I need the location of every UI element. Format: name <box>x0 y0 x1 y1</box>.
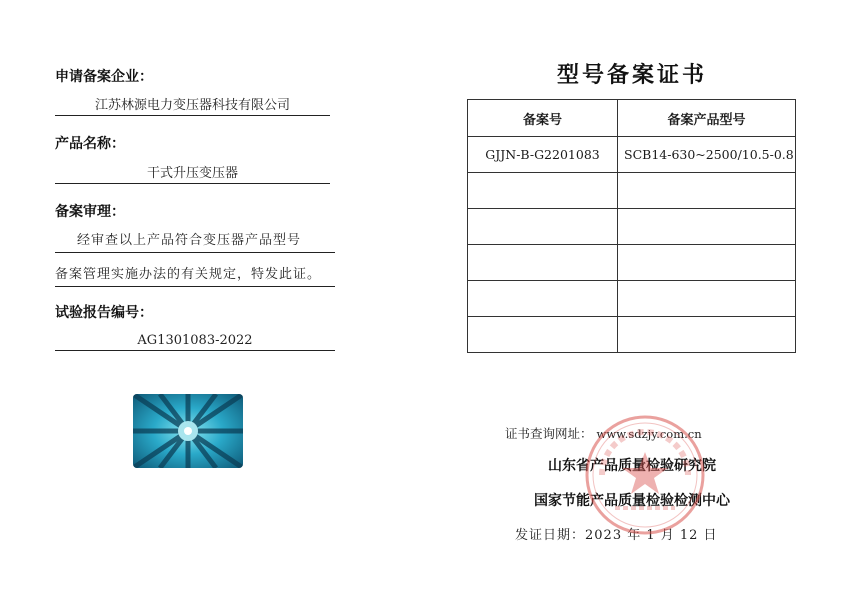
product-model-cell <box>618 209 796 245</box>
table-row <box>468 209 796 245</box>
query-line <box>505 424 702 442</box>
certificate-title: 型号备案证书 <box>556 63 707 88</box>
table-header-row <box>468 100 796 137</box>
product-model-cell <box>618 173 796 209</box>
record-number-cell: GJJN-B-G2201083 <box>468 137 618 173</box>
record-number-cell <box>468 281 618 317</box>
product-model-cell <box>618 281 796 317</box>
record-number-cell <box>468 317 618 353</box>
table-row <box>468 245 796 281</box>
issuer-org-1: 山东省产品质量检验研究院 <box>548 458 716 474</box>
product-name-label: 产品名称： <box>55 136 125 152</box>
table-row <box>468 173 796 209</box>
issue-date: 发证日期：2023 年 1 月 12 日 <box>515 528 718 543</box>
review-label: 备案审理： <box>55 204 125 220</box>
query-label: 证书查询网址： <box>505 426 593 441</box>
review-text-line-2: 备案管理实施办法的有关规定，特发此证。 <box>55 264 335 287</box>
record-number-cell <box>468 245 618 281</box>
record-number-cell <box>468 173 618 209</box>
hologram-security-sticker <box>133 394 243 468</box>
issuer-org-2: 国家节能产品质量检验检测中心 <box>534 493 730 509</box>
table-row <box>468 317 796 353</box>
applicant-label: 申请备案企业： <box>55 69 153 85</box>
product-model-cell <box>618 245 796 281</box>
table-row <box>468 281 796 317</box>
query-url-link[interactable]: www.sdzjy.com.cn <box>596 427 702 441</box>
test-report-label: 试验报告编号： <box>55 305 153 321</box>
review-text-line-1: 经审查以上产品符合变压器产品型号 <box>55 230 335 253</box>
test-report-value: AG1301083-2022 <box>55 331 335 351</box>
product-model-cell <box>618 317 796 353</box>
header-product-model: 备案产品型号 <box>618 100 796 137</box>
product-name-value: 干式升压变压器 <box>55 164 330 184</box>
header-record-number: 备案号 <box>468 100 618 137</box>
record-number-cell <box>468 209 618 245</box>
certificate-table <box>467 99 796 353</box>
product-model-cell: SCB14-630~2500/10.5-0.8 <box>618 137 796 173</box>
applicant-value: 江苏林源电力变压器科技有限公司 <box>55 96 330 116</box>
table-row <box>468 137 796 173</box>
